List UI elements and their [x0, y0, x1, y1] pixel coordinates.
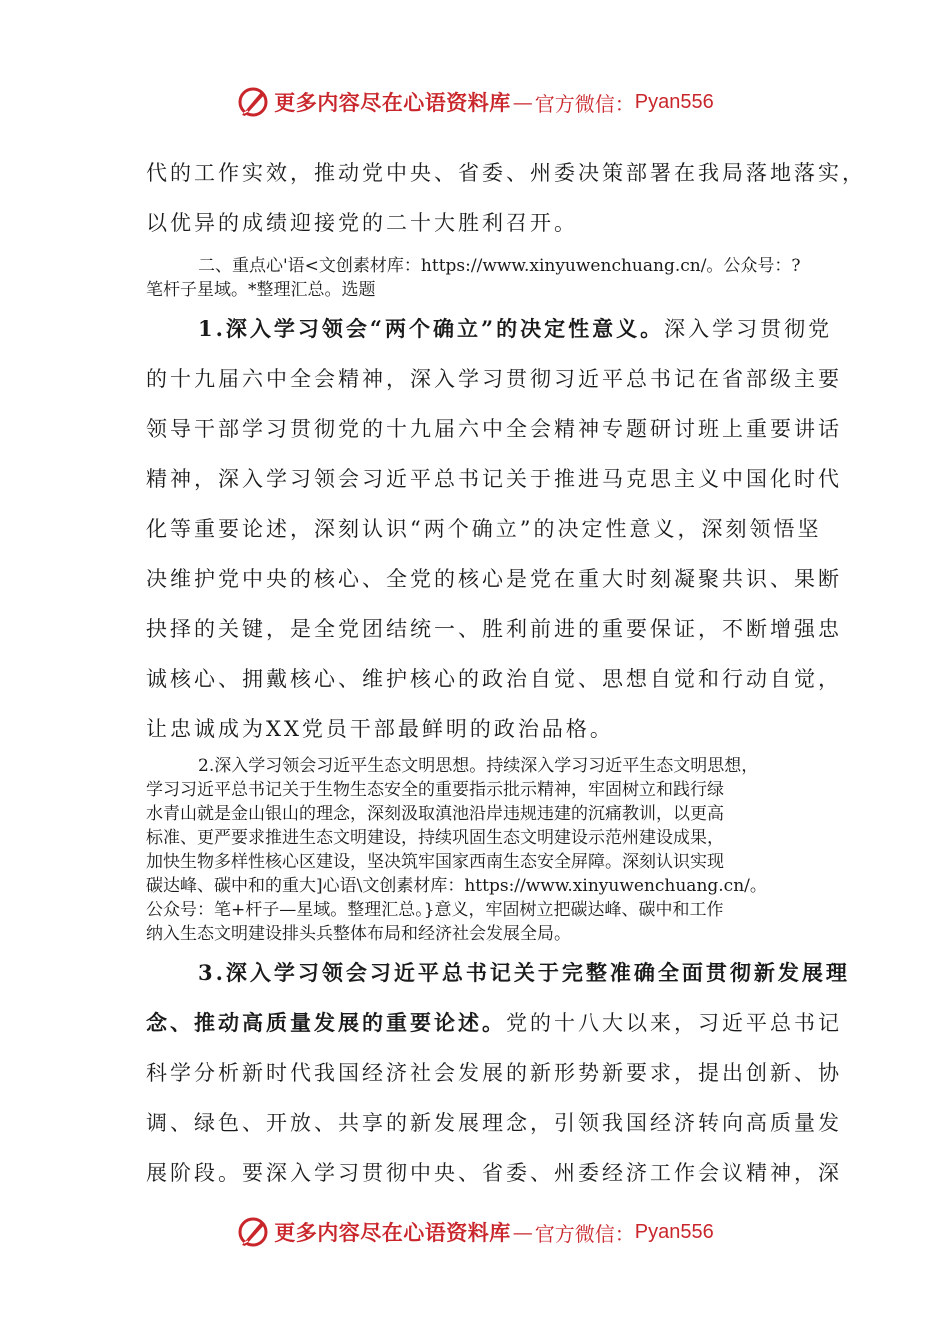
banner-title: 更多内容尽在心语资料库	[274, 1220, 511, 1245]
paragraph-line: 诚核心、拥戴核心、维护核心的政治自觉、思想自觉和行动自觉，	[146, 667, 842, 691]
item-heading-cont: 念、推动高质量发展的重要论述。	[146, 1010, 506, 1035]
header-banner	[0, 82, 950, 122]
footer-banner	[0, 1212, 950, 1252]
paragraph-line: 代的工作实效，推动党中央、省委、州委决策部署在我局落地落实，	[146, 161, 866, 185]
paragraph-line: 化等重要论述，深刻认识“两个确立”的决定性意义，深刻领悟坚	[146, 517, 822, 541]
small-paragraph-line: 学习习近平总书记关于生物生态安全的重要指示批示精神，牢固树立和践行绿	[146, 780, 724, 800]
item-text: 党的十八大以来，习近平总书记	[506, 1011, 842, 1035]
paragraph-line: 的十九届六中全会精神，深入学习贯彻习近平总书记在省部级主要	[146, 367, 842, 391]
section-heading-cont: 笔杆子星域。*整理汇总。选题	[146, 280, 376, 300]
banner-wechat-id: Pyan556	[634, 1220, 714, 1243]
paragraph-line: 领导干部学习贯彻党的十九届六中全会精神专题研讨班上重要讲话	[146, 417, 842, 441]
small-paragraph-line: 纳入生态文明建设排头兵整体布局和经济社会发展全局。	[146, 924, 571, 944]
small-paragraph-line: 加快生物多样性核心区建设，坚决筑牢国家西南生态安全屏障。深刻认识实现	[146, 852, 724, 872]
small-paragraph-line: 水青山就是金山银山的理念，深刻汲取滇池沿岸违规违建的沉痛教训，以更高	[146, 804, 724, 824]
banner-dash: —	[512, 90, 533, 114]
paragraph-line: 让忠诚成为XX党员干部最鲜明的政治品格。	[146, 717, 614, 741]
section-heading: 二、重点心'语<文创素材库：https://www.xinyuwenchuang.cn/。公众号：?	[198, 256, 801, 276]
paragraph-line: 抉择的关键，是全党团结统一、胜利前进的重要保证，不断增强忠	[146, 617, 842, 641]
item-text: 深入学习贯彻党	[664, 317, 833, 341]
small-paragraph-line: 碳达峰、碳中和的重大]心语\文创素材库：https://www.xinyuwenchuang.cn/。	[146, 876, 767, 896]
small-paragraph-line: 公众号：笔+杆子—星域。整理汇总。}意义，牢固树立把碳达峰、碳中和工作	[146, 900, 724, 920]
paragraph-line: 科学分析新时代我国经济社会发展的新形势新要求，提出创新、协	[146, 1061, 842, 1085]
paragraph-line: 以优异的成绩迎接党的二十大胜利召开。	[146, 211, 578, 235]
banner-title: 更多内容尽在心语资料库	[274, 90, 511, 115]
small-paragraph-line: 2.深入学习领会习近平生态文明思想。持续深入学习习近平生态文明思想，	[198, 756, 759, 776]
small-paragraph-line: 标准、更严要求推进生态文明建设，持续巩固生态文明建设示范州建设成果，	[146, 828, 724, 848]
banner-dash: —	[512, 1220, 533, 1244]
paragraph-line	[146, 304, 833, 354]
banner-wechat-id: Pyan556	[634, 90, 714, 113]
document-body	[146, 148, 866, 1198]
paragraph-line	[146, 998, 842, 1048]
item-heading: 1.深入学习领会“两个确立”的决定性意义。	[198, 316, 665, 341]
banner-wechat-label: 官方微信：	[534, 91, 635, 116]
item-heading: 3.深入学习领会习近平总书记关于完整准确全面贯彻新发展理	[198, 960, 850, 985]
banner-wechat-label: 官方微信：	[534, 1221, 635, 1246]
paragraph-line: 精神，深入学习领会习近平总书记关于推进马克思主义中国化时代	[146, 467, 842, 491]
quill-pen-seal-icon	[236, 1215, 270, 1249]
paragraph-line: 展阶段。要深入学习贯彻中央、省委、州委经济工作会议精神，深	[146, 1161, 842, 1185]
paragraph-line: 决维护党中央的核心、全党的核心是党在重大时刻凝聚共识、果断	[146, 567, 842, 591]
paragraph-line: 调、绿色、开放、共享的新发展理念，引领我国经济转向高质量发	[146, 1111, 842, 1135]
quill-pen-seal-icon	[236, 85, 270, 119]
